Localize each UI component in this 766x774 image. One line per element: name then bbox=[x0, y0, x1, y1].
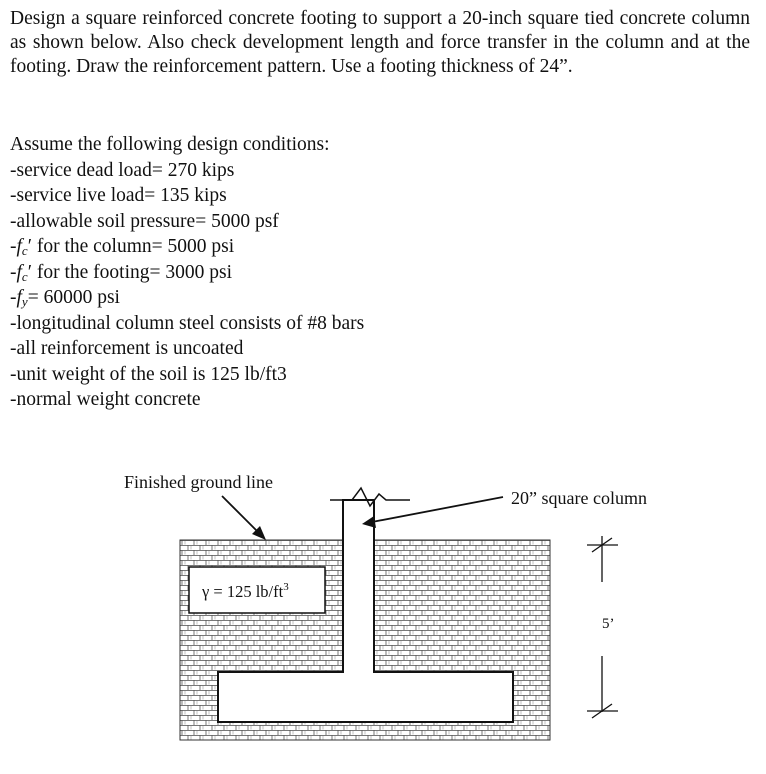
conditions-heading: Assume the following design conditions: bbox=[10, 134, 330, 155]
ground-line-label: Finished ground line bbox=[124, 472, 273, 492]
condition-dead-load: -service dead load= 270 kips bbox=[10, 159, 235, 181]
condition-soil-pressure: -allowable soil pressure= 5000 psf bbox=[10, 210, 279, 232]
column-label: 20” square column bbox=[511, 488, 647, 508]
condition-concrete: -normal weight concrete bbox=[10, 389, 201, 410]
condition-live-load: -service live load= 135 kips bbox=[10, 185, 227, 206]
footing-diagram bbox=[0, 460, 766, 760]
condition-fc-column: $-f_c'$ for the column= 5000 psi bbox=[10, 236, 235, 258]
condition-longitudinal: -longitudinal column steel consists of #8 bars bbox=[10, 312, 365, 334]
ground-line-arrow bbox=[222, 496, 258, 532]
condition-fc-footing: $-f_c'$ for the footing= 3000 psi bbox=[10, 261, 232, 284]
fc-symbol: f bbox=[16, 236, 22, 257]
condition-fy: $-f_y= 60000$ psi bbox=[10, 287, 120, 309]
problem-text: Design a square reinforced concrete footing to support a 20-inch square tied concrete column as shown below. Also check development length and force transfer in the column and at the footing. Draw the reinforcement pattern. Use a footing thickness of 24”. bbox=[10, 8, 750, 77]
design-conditions bbox=[10, 132, 364, 413]
depth-label: 5’ bbox=[602, 616, 615, 632]
condition-soil-weight: -unit weight of the soil is 125 lb/ft3 bbox=[10, 363, 287, 385]
problem-statement bbox=[10, 7, 750, 79]
soil-unit-weight-label: γ = 125 $lb/ft^3$ bbox=[202, 581, 289, 601]
fy-symbol: f bbox=[16, 287, 22, 308]
condition-uncoated: -all reinforcement is uncoated bbox=[10, 338, 244, 359]
fc-symbol: f bbox=[16, 261, 22, 283]
footing-figure bbox=[0, 460, 766, 760]
